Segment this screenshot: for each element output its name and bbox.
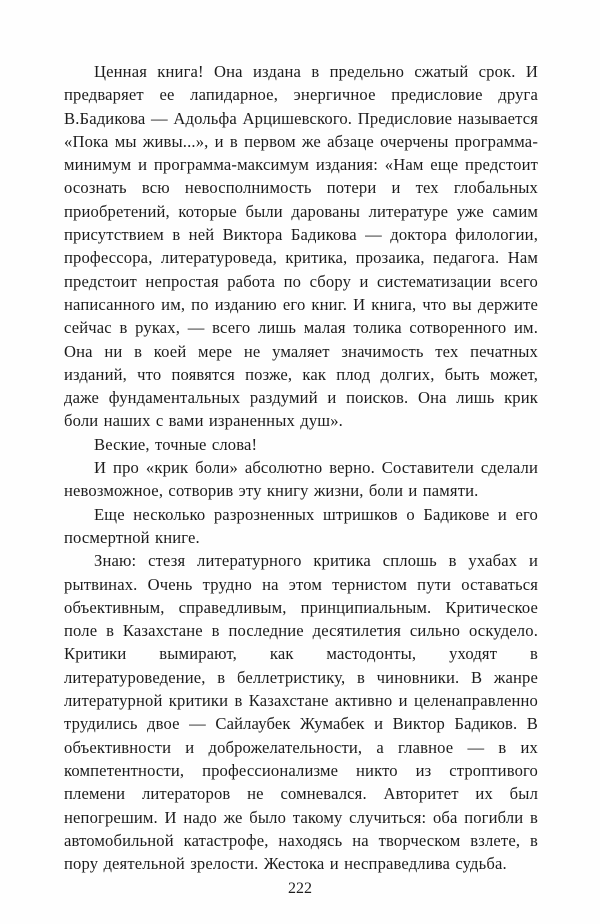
paragraph: Ценная книга! Она издана в предельно сжатый срок. И предваряет ее лапидарное, энергичное предисловие друга В.Бадикова — Адольфа Арцишевского. Предисловие называется «Пока мы живы...», и в первом же абзаце очерчены программа-минимум и программа-максимум издания: «Нам еще предстоит осознать всю невосполнимость потери и тех глобальных приобретений, которые были дарованы литературе уже самим присутствием в ней Виктора Бадикова — доктора филологии, профессора, литературоведа, критика, прозаика, педагога. Нам предстоит непростая работа по сбору и систематизации всего написанного им, по изданию его книг. И книга, что вы держите сейчас в руках, — всего лишь малая толика сотворенного им. Она ни в коей мере не умаляет значимость тех печатных изданий, что появятся позже, как плод долгих, быть может, даже фундаментальных раздумий и поисков. Она лишь крик боли наших с вами израненных душ».	[64, 62, 538, 431]
paragraph: Еще несколько разрозненных штришков о Бадикове и его посмертной книге.	[64, 504, 538, 547]
text-block	[64, 60, 538, 875]
page-number: 222	[288, 880, 312, 897]
paragraph: И про «крик боли» абсолютно верно. Составители сделали невозможное, сотворив эту книгу жизни, боли и памяти.	[64, 458, 538, 501]
paragraph: Веские, точные слова!	[94, 434, 258, 454]
paragraph: Знаю: стезя литературного критика сплошь в ухабах и рытвинах. Очень трудно на этом тернистом пути оставаться объективным, справедливым, принципиальным. Критическое поле в Казахстане в последние десятилетия сильно оскудело. Критики вымирают, как мастодонты, уходят в литературоведение, в беллетристику, в чиновники. В жанре литературной критики в Казахстане активно и целенаправленно трудились двое — Сайлаубек Жумабек и Виктор Бадиков. В объективности и доброжелательности, а главное — в их компетентности, профессионализме никто из строптивого племени литераторов не сомневался. Авторитет их был непогрешим. И надо же было такому случиться: оба погибли в автомобильной катастрофе, находясь на творческом взлете, в пору деятельной зрелости. Жестока и несправедлива судьба.	[64, 551, 538, 874]
